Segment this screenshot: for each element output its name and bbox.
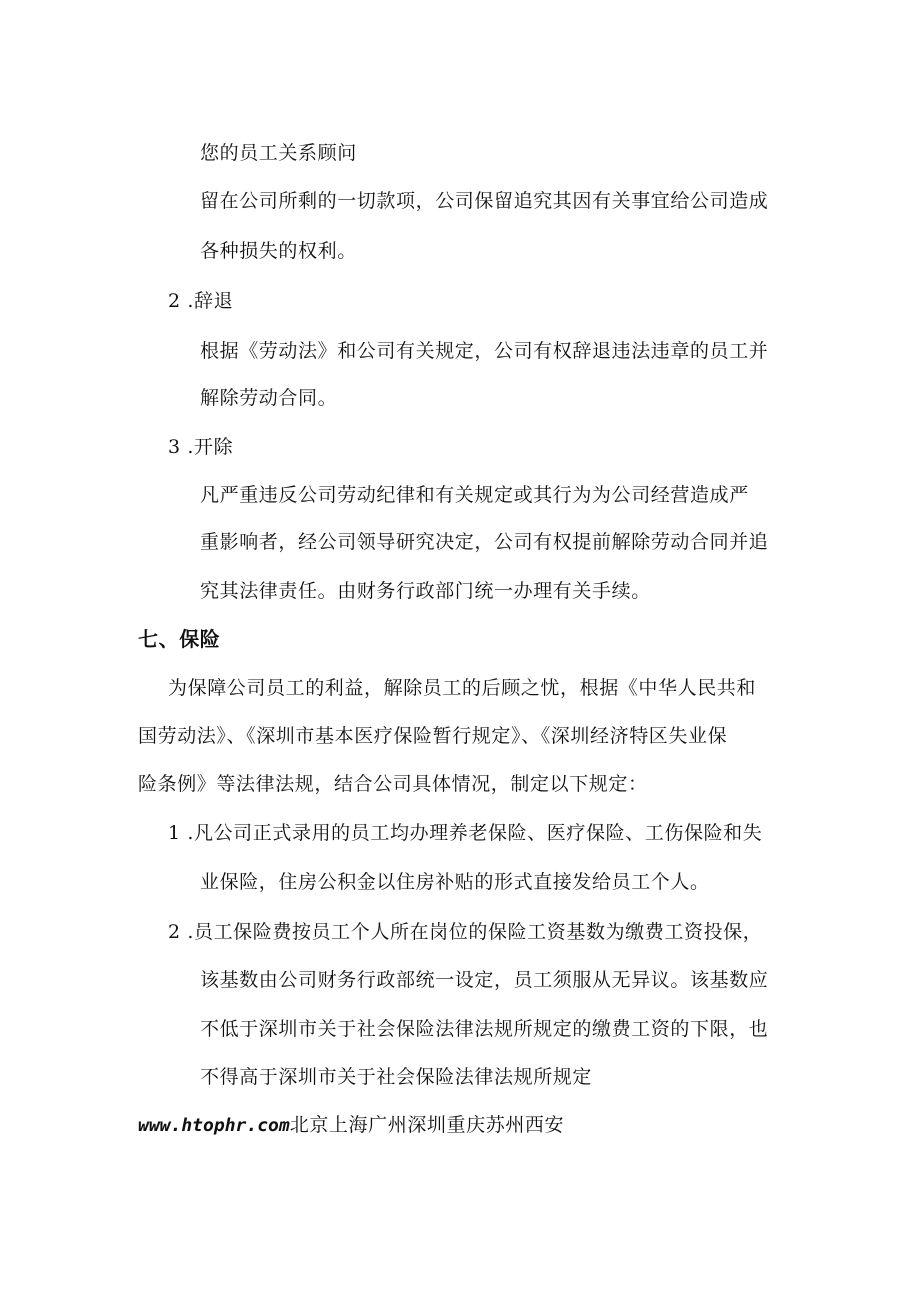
- footer-cities: 北京上海广州深圳重庆苏州西安: [289, 1114, 565, 1136]
- text-line-12: 为保障公司员工的利益，解除员工的后顾之忧，根据《中华人民共和: [168, 677, 757, 699]
- text-line-6: 解除劳动合同。: [200, 387, 338, 409]
- text-line-8: 凡严重违反公司劳动纪律和有关规定或其行为为公司经营造成严: [200, 484, 749, 506]
- section-heading-insurance: 七、保险: [138, 627, 221, 651]
- text-line-2: 留在公司所剩的一切款项，公司保留追究其因有关事宜给公司造成: [200, 190, 769, 212]
- text-line-20: 不得高于深圳市关于社会保险法律法规所规定: [200, 1066, 593, 1088]
- text-line-9: 重影响者，经公司领导研究决定，公司有权提前解除劳动合同并追: [200, 531, 769, 553]
- text-line-5: 根据《劳动法》和公司有关规定，公司有权辞退违法违章的员工并: [200, 340, 769, 362]
- footer: [138, 1112, 564, 1139]
- text-line-18: 该基数由公司财务行政部统一设定，员工须服从无异议。该基数应: [200, 969, 769, 991]
- text-line-14: 险条例》等法律法规，结合公司具体情况，制定以下规定：: [138, 773, 648, 795]
- text-line-16: 业保险，住房公积金以住房补贴的形式直接发给员工个人。: [200, 871, 710, 893]
- text-line-1: 您的员工关系顾问: [200, 142, 357, 164]
- text-line-3: 各种损失的权利。: [200, 240, 357, 262]
- list-item-1: 1 .凡公司正式录用的员工均办理养老保险、医疗保险、工伤保险和失: [168, 822, 763, 844]
- list-item-2: 2 .员工保险费按员工个人所在岗位的保险工资基数为缴费工资投保，: [168, 921, 763, 943]
- section-heading-expulsion: 3 .开除: [168, 436, 234, 458]
- text-line-10: 究其法律责任。由财务行政部门统一办理有关手续。: [200, 580, 651, 602]
- text-line-19: 不低于深圳市关于社会保险法律法规所规定的缴费工资的下限，也: [200, 1018, 769, 1040]
- footer-url-link[interactable]: www.htophr.com: [138, 1115, 290, 1136]
- text-line-13: 国劳动法》、《深圳市基本医疗保险暂行规定》、《深圳经济特区失业保: [138, 725, 728, 747]
- section-heading-dismissal: 2 .辞退: [168, 290, 234, 312]
